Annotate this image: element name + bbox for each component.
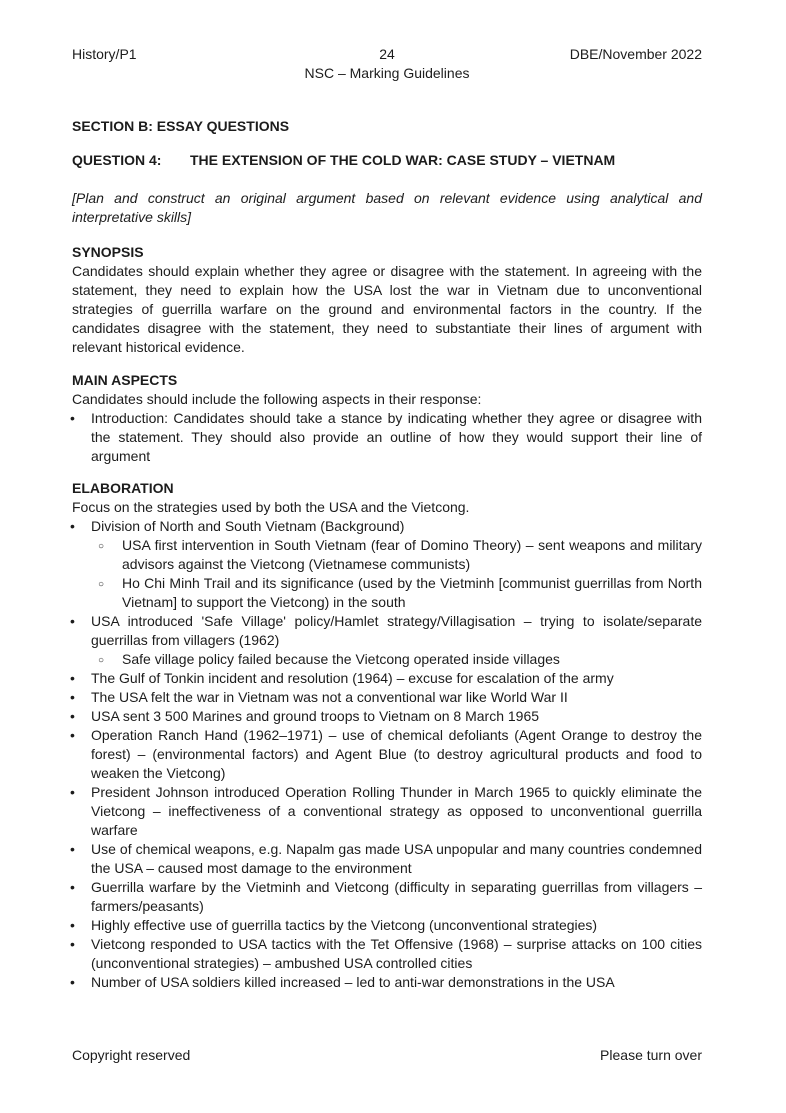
circle-bullet-icon: ○ — [98, 579, 105, 590]
footer-copyright: Copyright reserved — [72, 1047, 191, 1063]
footer-turn-over: Please turn over — [600, 1047, 702, 1063]
bullet-text: USA sent 3 500 Marines and ground troops to Vietnam on 8 March 1965 — [91, 708, 540, 724]
bullet-item — [72, 707, 702, 726]
bullet-item — [72, 935, 702, 973]
bullet-icon: • — [70, 689, 75, 705]
bullet-text: Safe village policy failed because the Vietcong operated inside villages — [122, 651, 560, 667]
bullet-text: Operation Ranch Hand (1962–1971) – use of chemical defoliants (Agent Orange to destroy the forest) – (environmental factors) and Agent Blue (to destroy agricultural products and food to weaken the Vietcong) — [91, 727, 702, 781]
bullet-icon: • — [70, 613, 75, 629]
sub-bullet-item — [91, 536, 702, 574]
synopsis-body: Candidates should explain whether they agree or disagree with the statement. In agreeing with the statement, they need to explain how the USA lost the war in Vietnam due to unconventional strategies of guerrilla warfare on the ground and environmental factors in the country. If the candidates disagree with the statement, they need to substantiate their lines of argument with relevant historical evidence. — [72, 263, 702, 355]
question-title: THE EXTENSION OF THE COLD WAR: CASE STUDY – VIETNAM — [190, 152, 616, 168]
circle-bullet-icon: ○ — [98, 655, 105, 666]
bullet-icon: • — [70, 784, 75, 800]
bullet-text: Guerrilla warfare by the Vietminh and Vietcong (difficulty in separating guerrillas from villagers – farmers/peasants) — [91, 879, 702, 914]
bullet-icon: • — [70, 518, 75, 534]
main-aspects-list — [72, 409, 702, 466]
bullet-icon: • — [70, 841, 75, 857]
bullet-item — [72, 916, 702, 935]
bullet-item — [72, 840, 702, 878]
sub-bullet-list — [91, 650, 702, 669]
question-heading — [72, 151, 702, 170]
bullet-icon: • — [70, 974, 75, 990]
bullet-icon: • — [70, 708, 75, 724]
question-label: QUESTION 4: — [72, 152, 162, 168]
elaboration-list — [72, 517, 702, 992]
bullet-icon: • — [70, 670, 75, 686]
bullet-icon: • — [70, 917, 75, 933]
bullet-item — [72, 669, 702, 688]
header-exam-session: DBE/November 2022 — [569, 46, 703, 62]
bullet-item — [72, 517, 702, 612]
elaboration-heading: ELABORATION — [72, 480, 174, 496]
bullet-text: USA first intervention in South Vietnam (fear of Domino Theory) – sent weapons and military advisors against the Vietcong (Vietnamese communists) — [122, 537, 702, 572]
bullet-item — [72, 878, 702, 916]
bullet-item — [72, 973, 702, 992]
bullet-text: Division of North and South Vietnam (Background) — [91, 518, 405, 534]
circle-bullet-icon: ○ — [98, 541, 105, 552]
page-footer — [72, 1046, 702, 1065]
main-aspects-intro: Candidates should include the following aspects in their response: — [72, 391, 482, 407]
bullet-item — [72, 612, 702, 669]
bullet-text: The USA felt the war in Vietnam was not a conventional war like World War II — [91, 689, 568, 705]
sub-bullet-item — [91, 574, 702, 612]
synopsis-heading: SYNOPSIS — [72, 244, 144, 260]
bullet-text: Highly effective use of guerrilla tactics by the Vietcong (unconventional strategies) — [91, 917, 598, 933]
bullet-item — [72, 688, 702, 707]
header-doc-title: History/P1 — [72, 46, 137, 62]
bullet-icon: • — [70, 410, 75, 426]
bullet-text: Ho Chi Minh Trail and its significance (used by the Vietminh [communist guerrillas from North Vietnam] to support the Vietcong) in the south — [122, 575, 702, 610]
sub-bullet-item — [91, 650, 702, 669]
header-page-number: 24 — [379, 46, 395, 62]
bullet-text: President Johnson introduced Operation Rolling Thunder in March 1965 to quickly eliminate the Vietcong – ineffectiveness of a conventional strategy as opposed to unconventional guerrilla warfare — [91, 784, 702, 838]
bullet-icon: • — [70, 727, 75, 743]
sub-bullet-list — [91, 536, 702, 612]
section-title: SECTION B: ESSAY QUESTIONS — [72, 118, 290, 134]
bullet-text: Number of USA soldiers killed increased – led to anti-war demonstrations in the USA — [91, 974, 615, 990]
elaboration-intro: Focus on the strategies used by both the USA and the Vietcong. — [72, 499, 470, 515]
bullet-text: Use of chemical weapons, e.g. Napalm gas made USA unpopular and many countries condemned the USA – caused most damage to the environment — [91, 841, 702, 876]
bullet-item — [72, 409, 702, 466]
question-instruction: [Plan and construct an original argument based on relevant evidence using analytical and interpretative skills] — [72, 190, 702, 225]
bullet-item — [72, 783, 702, 840]
header-subtitle: NSC – Marking Guidelines — [304, 65, 470, 81]
bullet-icon: • — [70, 936, 75, 952]
bullet-text: The Gulf of Tonkin incident and resolution (1964) – excuse for escalation of the army — [91, 670, 614, 686]
bullet-text: USA introduced 'Safe Village' policy/Hamlet strategy/Villagisation – trying to isolate/separate guerrillas from villagers (1962) — [91, 613, 702, 648]
bullet-text: Vietcong responded to USA tactics with the Tet Offensive (1968) – surprise attacks on 100 cities (unconventional strategies) – ambushed USA controlled cities — [91, 936, 702, 971]
main-aspects-heading: MAIN ASPECTS — [72, 372, 178, 388]
bullet-icon: • — [70, 879, 75, 895]
bullet-text: Introduction: Candidates should take a stance by indicating whether they agree or disagree with the statement. They should also provide an outline of how they would support their line of argument — [91, 410, 702, 464]
header-row — [72, 45, 702, 64]
bullet-item — [72, 726, 702, 783]
page-header — [72, 45, 702, 83]
